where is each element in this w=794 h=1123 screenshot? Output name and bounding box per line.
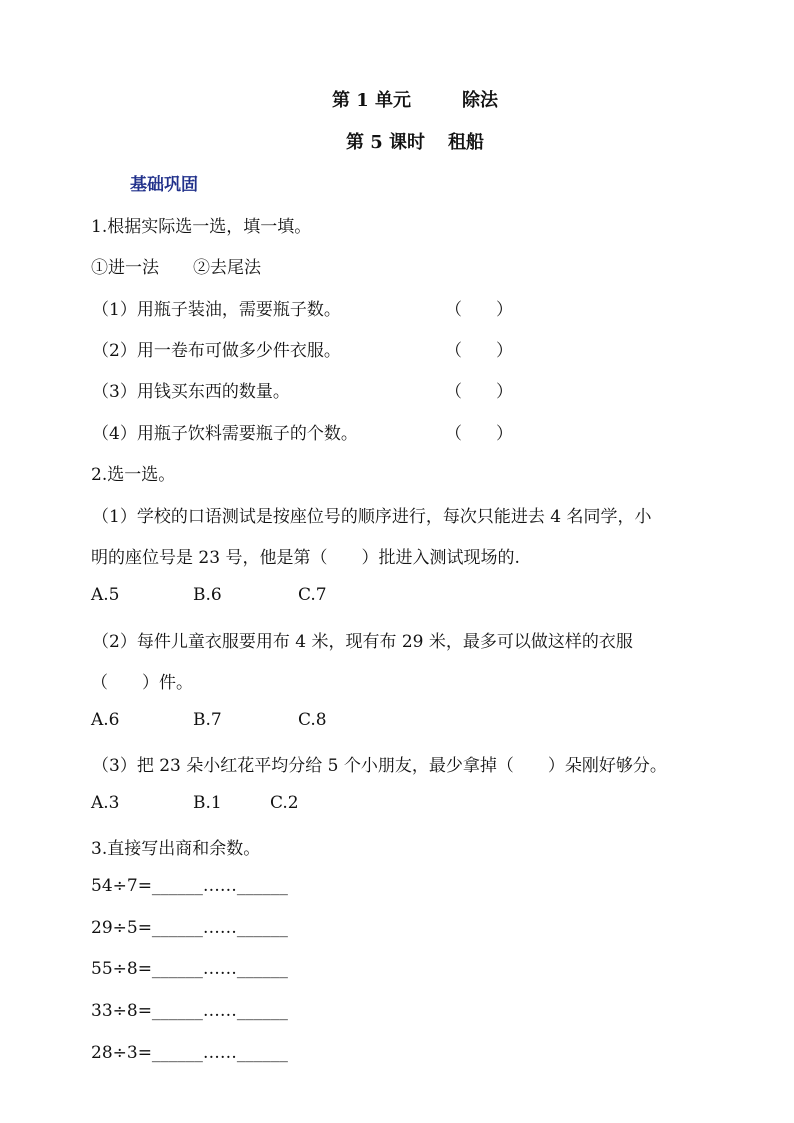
option-a[interactable]: A.6 bbox=[91, 710, 120, 730]
option-c[interactable]: C.2 bbox=[270, 793, 299, 813]
option-c[interactable]: C.8 bbox=[298, 710, 327, 730]
q2-p3-line1: （3）把 23 朵小红花平均分给 5 个小朋友，最少拿掉（ ）朵刚好够分。 bbox=[92, 756, 667, 776]
option-a[interactable]: A.5 bbox=[91, 585, 120, 605]
division-row: 28÷3=______……______ bbox=[91, 1043, 288, 1063]
division-row: 29÷5=______……______ bbox=[91, 918, 288, 938]
division-row: 55÷8=______……______ bbox=[91, 959, 288, 979]
division-row: 33÷8=______……______ bbox=[91, 1001, 288, 1021]
option-b[interactable]: B.1 bbox=[193, 793, 222, 813]
section-title: 基础巩固 bbox=[130, 175, 198, 195]
answer-blank[interactable]: （ ） bbox=[445, 382, 513, 402]
option-c[interactable]: C.7 bbox=[298, 585, 327, 605]
q1-item-text: （2）用一卷布可做多少件衣服。 bbox=[92, 341, 341, 361]
q2-p2-line2: （ ）件。 bbox=[91, 673, 193, 693]
q2-p2-line1: （2）每件儿童衣服要用布 4 米，现有布 29 米，最多可以做这样的衣服 bbox=[92, 632, 633, 652]
option-b[interactable]: B.7 bbox=[193, 710, 222, 730]
q1-item-text: （4）用瓶子饮料需要瓶子的个数。 bbox=[92, 424, 358, 444]
q3-prompt: 3.直接写出商和余数。 bbox=[91, 839, 261, 859]
answer-blank[interactable]: （ ） bbox=[445, 341, 513, 361]
q1-methods: ①进一法 ②去尾法 bbox=[91, 258, 261, 278]
lesson-topic: 租船 bbox=[448, 132, 484, 153]
answer-blank[interactable]: （ ） bbox=[445, 424, 513, 444]
q1-item-text: （3）用钱买东西的数量。 bbox=[92, 382, 290, 402]
q2-p1-line2: 明的座位号是 23 号，他是第（ ）批进入测试现场的. bbox=[91, 548, 520, 568]
q2-prompt: 2.选一选。 bbox=[91, 465, 176, 485]
division-row: 54÷7=______……______ bbox=[91, 876, 288, 896]
lesson-label: 第 5 课时 bbox=[346, 132, 426, 153]
unit-topic: 除法 bbox=[462, 90, 498, 111]
option-b[interactable]: B.6 bbox=[193, 585, 222, 605]
q1-prompt: 1.根据实际选一选，填一填。 bbox=[91, 217, 312, 237]
answer-blank[interactable]: （ ） bbox=[445, 300, 513, 320]
unit-label: 第 1 单元 bbox=[332, 90, 412, 111]
q2-p1-line1: （1）学校的口语测试是按座位号的顺序进行，每次只能进去 4 名同学，小 bbox=[92, 507, 652, 527]
q1-item-text: （1）用瓶子装油，需要瓶子数。 bbox=[92, 300, 341, 320]
option-a[interactable]: A.3 bbox=[91, 793, 120, 813]
